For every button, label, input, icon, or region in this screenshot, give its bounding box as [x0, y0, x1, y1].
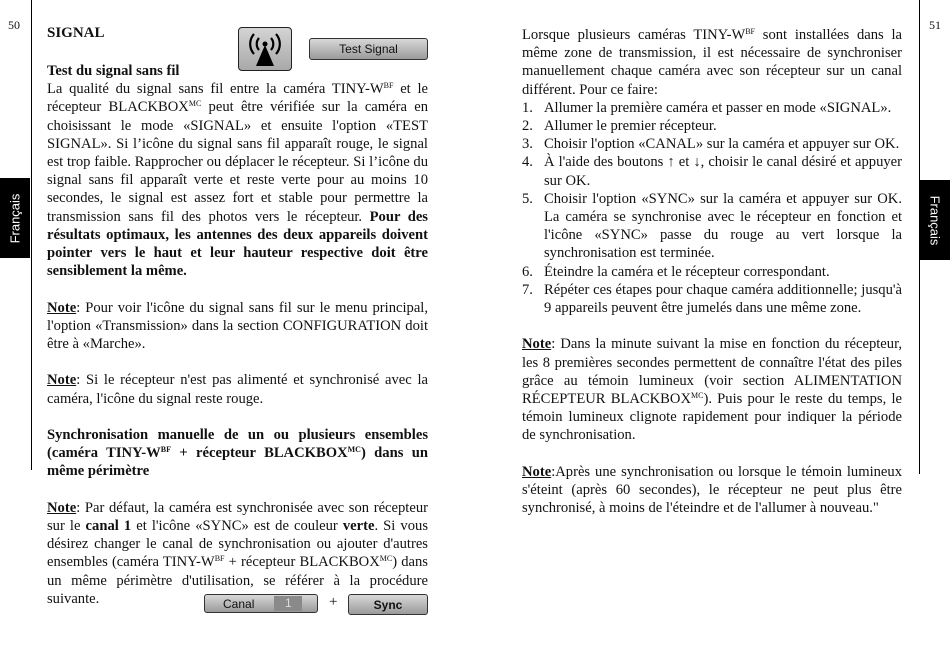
language-tab-left: Français [0, 178, 30, 258]
heading-manual-sync: Synchronisation manuelle de un ou plusieurs ensembles (caméra TINY-$W^{BF}$ + récepteur $BLACKBOX^{MC}$) dans un même périmètre [47, 427, 428, 480]
note-after-sync: Note:Après une synchronisation ou lorsque le témoin lumineux s'éteint (après 60 secondes), le récepteur ne peut plus être synchronisé, à moins de l'éteindre et de l'allumer à nouveau." [522, 463, 902, 517]
list-item: 4. À l'aide des boutons ↑ et ↓, choisir le canal désiré et appuyer sur OK. [522, 154, 902, 189]
plus-sign: + [329, 594, 338, 610]
note-receiver-off: Note: Si le récepteur n'est pas alimenté et synchronisé avec la caméra, l'icône du signal reste rouge. [47, 372, 428, 407]
left-column [47, 62, 428, 608]
note-wireless-icon: Note: Pour voir l'icône du signal sans fil sur le menu principal, l'option «Transmission» dans la section CONFIGURATION doit être à «Marche». [47, 299, 428, 353]
page-number-right: 51 [929, 18, 941, 32]
heading-test-signal: Test du signal sans fil [47, 63, 180, 79]
list-item: 1. Allumer la première caméra et passer en mode «SIGNAL». [522, 99, 892, 116]
list-item: 3. Choisir l'option «CANAL» sur la caméra et appuyer sur OK. [522, 136, 900, 153]
list-item: 6. Éteindre la caméra et le récepteur correspondant. [522, 263, 830, 280]
left-margin-rule [31, 0, 32, 470]
section-title: SIGNAL [47, 25, 105, 41]
test-signal-button[interactable]: Test Signal [309, 38, 428, 60]
list-item: 5. Choisir l'option «SYNC» sur la caméra et appuyer sur OK. La caméra se synchronise avec le récepteur en fonction et l'icône «SYNC» passe du rouge au vert lorsque la synchronisation est terminée. [522, 190, 902, 262]
intro-paragraph: Lorsque plusieurs caméras TINY-$W^{BF}$ sont installées dans la même zone de transmission, il est nécessaire de synchroniser manuellement chaque caméra avec son récepteur sur un canal différent. Pour ce faire: [522, 27, 902, 98]
list-item: 7. Répéter ces étapes pour chaque caméra additionnelle; jusqu'à 9 appareils peuvent être jumelés dans une même zone. [522, 281, 902, 317]
canal-button[interactable]: Canal 1 [204, 594, 318, 613]
note-default-sync: Note: Par défaut, la caméra est synchronisée avec son récepteur sur le canal 1 et l'icône «SYNC» est de couleur verte. Si vous désirez changer le canal de synchronisation ou ajouter d'autres ensembles (caméra TINY-$W^{BF}$ + récepteur $BLACKBOX^{MC}$) dans un même périmètre d'utilisation, se référer à la procédure suivante. [47, 499, 428, 607]
page-number-left: 50 [8, 18, 20, 32]
right-column [522, 26, 902, 517]
note-receiver-power-on: Note: Dans la minute suivant la mise en fonction du récepteur, les 8 premières secondes permettent de connaître l'état des piles grâce au témoin lumineux (voir section ALIMENTATION RÉCEPTEUR $BLACKBOX^{MC}$). Puis pour le reste du temps, le témoin lumineux clignote rapidement pour indiquer la période de synchronisation. [522, 336, 902, 444]
list-item: 2. Allumer le premier récepteur. [522, 118, 717, 135]
canal-value: 1 [274, 596, 302, 611]
language-tab-right: Français [920, 180, 950, 260]
sync-button[interactable]: Sync [348, 594, 428, 615]
paragraph-signal-quality: La qualité du signal sans fil entre la caméra TINY-$W^{BF}$ et le récepteur $BLACKBOX^{MC}$ peut être vérifiée sur la caméra en choisissant le mode «SIGNAL» et ensuite l'option «TEST SIGNAL». Si l’icône du signal sans fil apparaît rouge, le signal est trop faible. Rapprocher ou déplacer le récepteur. Si l’icône du signal sans fil apparaît verte et reste verte pour au moins 10 secondes, le signal est assez fort et stable pour permettre la transmission sans fil des photos vers le récepteur. Pour des résultats optimaux, les antennes des deux appareils doivent pointer vers le haut et leur hauteur respective doit être sensiblement la même. [47, 81, 428, 280]
sync-steps-list [522, 99, 902, 317]
